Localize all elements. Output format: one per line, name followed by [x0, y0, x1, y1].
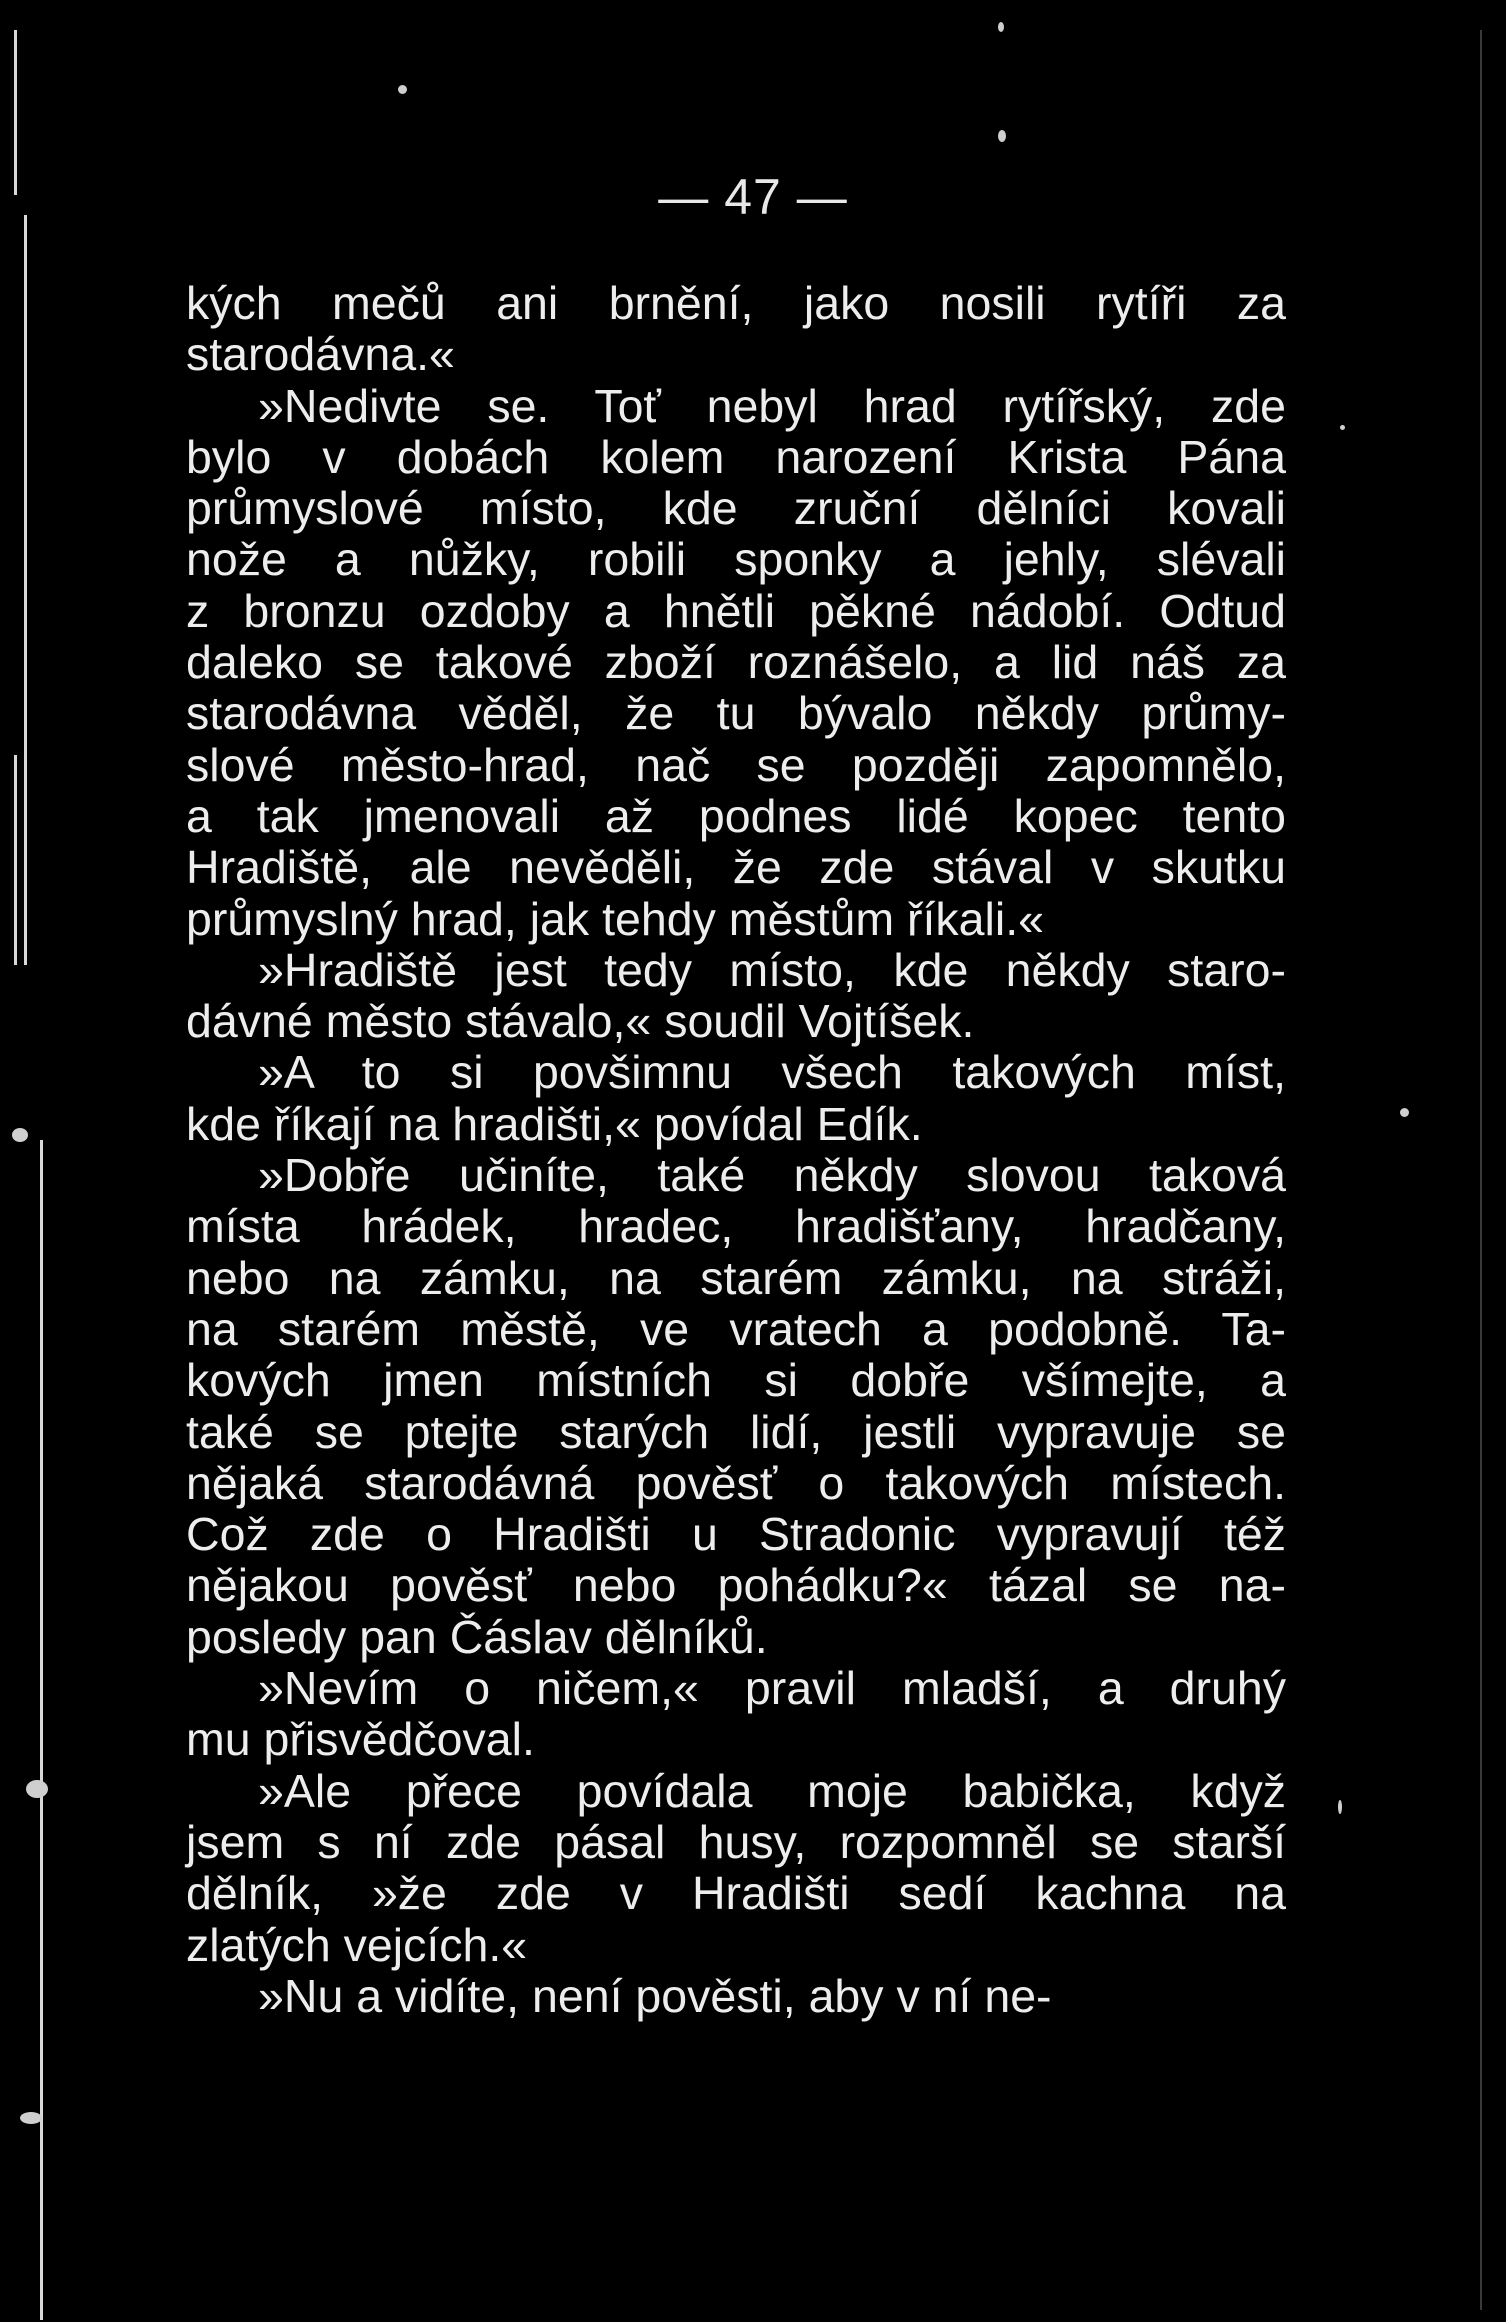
scan-speck — [1338, 1800, 1342, 1814]
text-line: a tak jmenovali až podnes lidé kopec tento — [186, 789, 1286, 842]
body-text — [186, 278, 1286, 2022]
text-line: »A to si povšimnu všech takových míst, — [258, 1046, 1286, 1099]
text-line: z bronzu ozdoby a hnětli pěkné nádobí. Odtud — [186, 584, 1286, 637]
text-line: na starém městě, ve vratech a podobně. Ta- — [186, 1302, 1286, 1355]
text-line: posledy pan Čáslav dělníků. — [186, 1610, 768, 1663]
text-line: dávné město stávalo,« soudil Vojtíšek. — [186, 995, 975, 1048]
text-line: slové město-hrad, nač se později zapomnělo, — [186, 738, 1286, 791]
scan-edge-mark — [14, 755, 17, 965]
text-line: »Nu a vidíte, není pověsti, aby v ní ne- — [258, 1969, 1052, 2022]
scan-speck — [20, 2112, 42, 2124]
text-line: »Ale přece povídala moje babička, když — [258, 1764, 1286, 1817]
text-line: jsem s ní zde pásal husy, rozpomněl se starší — [186, 1815, 1286, 1868]
text-line: kových jmen místních si dobře všímejte, a — [186, 1354, 1286, 1407]
scan-speck — [1340, 425, 1345, 430]
scan-speck — [998, 130, 1006, 142]
text-line: starodávna.« — [186, 328, 455, 381]
scan-edge-mark — [1480, 30, 1482, 2310]
scan-speck — [398, 85, 407, 94]
text-line: »Hradiště jest tedy místo, kde někdy staro- — [258, 943, 1286, 996]
text-line: »Nevím o ničem,« pravil mladší, a druhý — [258, 1662, 1286, 1715]
scan-edge-mark — [24, 215, 27, 965]
text-line: také se ptejte starých lidí, jestli vypravuje se — [186, 1405, 1286, 1458]
scan-speck — [26, 1780, 48, 1798]
text-line: starodávna věděl, že tu bývalo někdy průmy- — [186, 687, 1286, 740]
text-line: kde říkají na hradišti,« povídal Edík. — [186, 1097, 923, 1150]
text-line: zlatých vejcích.« — [186, 1918, 528, 1971]
text-line: nějaká starodávná pověsť o takových místech. — [186, 1456, 1286, 1509]
text-line: daleko se takové zboží roznášelo, a lid náš za — [186, 636, 1286, 689]
text-line: průmyslný hrad, jak tehdy městům říkali.« — [186, 892, 1044, 945]
text-line: nebo na zámku, na starém zámku, na stráži, — [186, 1251, 1286, 1304]
text-line: »Dobře učiníte, také někdy slovou taková — [258, 1149, 1286, 1202]
scan-speck — [12, 1128, 28, 1142]
text-line: »Nedivte se. Toť nebyl hrad rytířský, zde — [258, 379, 1286, 432]
text-line: Což zde o Hradišti u Stradonic vypravují též — [186, 1508, 1286, 1561]
text-line: mu přisvědčoval. — [186, 1713, 535, 1766]
text-line: nějakou pověsť nebo pohádku?« tázal se na- — [186, 1559, 1286, 1612]
page-number: — 47 — — [658, 169, 848, 225]
scan-speck — [998, 22, 1004, 32]
text-line: průmyslové místo, kde zruční dělníci kovali — [186, 482, 1286, 535]
text-line: nože a nůžky, robili sponky a jehly, slévali — [186, 533, 1286, 586]
text-line: kých mečů ani brnění, jako nosili rytíři za — [186, 277, 1286, 329]
scan-speck — [1400, 1108, 1409, 1117]
scan-edge-mark — [40, 1140, 43, 2320]
text-line: dělník, »že zde v Hradišti sedí kachna na — [186, 1867, 1286, 1920]
text-line: bylo v dobách kolem narození Krista Pána — [186, 430, 1286, 483]
text-line: Hradiště, ale nevěděli, že zde stával v skutku — [186, 841, 1286, 894]
text-line: místa hrádek, hradec, hradišťany, hradčany, — [186, 1200, 1286, 1253]
